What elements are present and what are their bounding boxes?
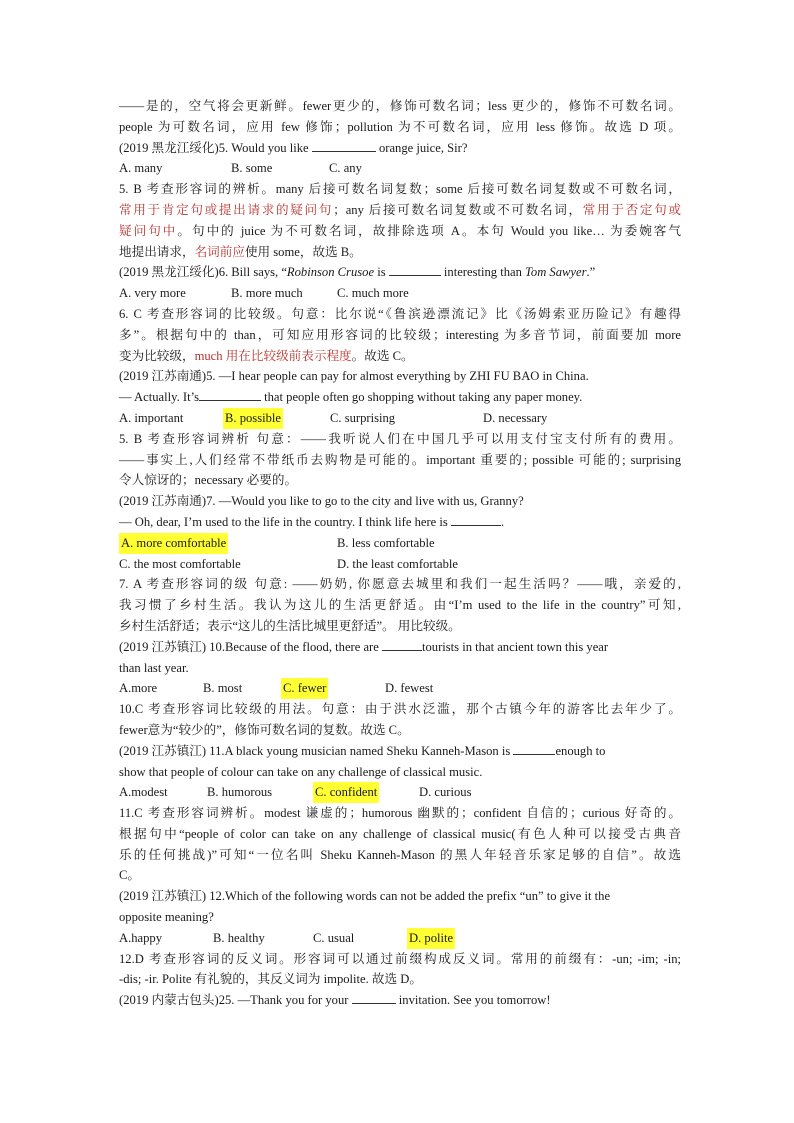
option-b: B. some xyxy=(231,161,273,176)
option-a: A. very more xyxy=(119,286,186,301)
explanation-line: 乐的任何挑战)”可知“一位名叫 Sheku Kanneh-Mason 的黑人年轻音乐家足够的自信”。故选 xyxy=(119,847,681,862)
question-q9: (2019 江苏镇江) 10.Because of the flood, there are tourists in that ancient town this year xyxy=(119,639,609,654)
question-q10: (2019 江苏镇江) 11.A black young musician named Sheku Kanneh-Mason is enough to xyxy=(119,743,606,758)
option-c: C. surprising xyxy=(330,410,396,425)
answer-blank xyxy=(389,263,441,276)
question-q8: (2019 江苏南通)7. —Would you like to go to the city and live with us, Granny? xyxy=(119,494,524,509)
question-q7: (2019 江苏南通)5. —I hear people can pay for almost everything by ZHI FU BAO in China. xyxy=(119,369,589,384)
option-b: B. more much xyxy=(231,286,303,301)
option-b: B. most xyxy=(203,681,243,696)
options-q8-row1 xyxy=(119,533,681,554)
option-d: D. the least comfortable xyxy=(337,556,458,571)
question-q9-line2: than last year. xyxy=(119,660,189,675)
option-c: C. any xyxy=(329,161,362,176)
explanation-line: 变为比较级，much 用在比较级前表示程度。故选 C。 xyxy=(119,348,414,363)
option-c-highlighted: C. confident xyxy=(313,782,379,803)
question-q11-line2: opposite meaning? xyxy=(119,910,214,925)
question-q5: (2019 黑龙江绥化)5. Would you like orange juice, Sir? xyxy=(119,140,468,155)
option-b-highlighted: B. possible xyxy=(223,408,283,429)
answer-blank xyxy=(312,139,376,152)
explanation-line: C。 xyxy=(119,868,140,883)
option-d-highlighted: D. polite xyxy=(407,928,455,949)
option-a: A.more xyxy=(119,681,158,696)
option-c: C. usual xyxy=(313,930,355,945)
answer-blank xyxy=(382,638,422,651)
option-d: D. curious xyxy=(419,785,472,800)
answer-blank xyxy=(513,742,555,755)
explanation-line: 12.D 考查形容词的反义词。形容词可以通过前缀构成反义词。常用的前缀有：-un; -im; -in; xyxy=(119,951,681,966)
explanation-line: 令人惊讶的；necessary 必要的。 xyxy=(119,473,298,488)
explanation-line: 10.C 考查形容词比较级的用法。句意：由于洪水泛滥，那个古镇今年的游客比去年少了。 xyxy=(119,702,681,717)
answer-blank xyxy=(451,513,501,526)
explanation-line: 5. B 考查形容词的辨析。many 后接可数名词复数；some 后接可数名词复数或不可数名词， xyxy=(119,182,681,197)
options-q10 xyxy=(119,782,681,803)
option-d: D. fewest xyxy=(385,681,434,696)
option-a: A. important xyxy=(119,410,184,425)
answer-blank xyxy=(352,991,396,1004)
explanation-line: people 为可数名词，应用 few 修饰；pollution 为不可数名词，应用 less 修饰。故选 D 项。 xyxy=(119,119,681,134)
explanation-line: 11.C 考查形容词辨析。modest 谦虚的；humorous 幽默的；confident 自信的；curious 好奇的。 xyxy=(119,806,681,821)
option-c: C. much more xyxy=(337,286,409,301)
question-q10-line2: show that people of colour can take on any challenge of classical music. xyxy=(119,764,483,779)
explanation-line: 常用于肯定句或提出请求的疑问句；any 后接可数名词复数或不可数名词，常用于否定句或 xyxy=(119,202,681,217)
document-page xyxy=(119,96,681,1011)
explanation-line: 5. B 考查形容词辨析 句意：——我听说人们在中国几乎可以用支付宝支付所有的费用。 xyxy=(119,431,681,446)
explanation-line: 地提出请求，名词前应使用 some，故选 B。 xyxy=(119,244,362,259)
explanation-line: 7. A 考查形容词的级 句意: ——奶奶, 你愿意去城里和我们一起生活吗？——哦，亲爱的, xyxy=(119,577,681,592)
explanation-line: 乡村生活舒适；表示“这儿的生活比城里更舒适”。 用比较级。 xyxy=(119,618,461,633)
explanation-line: 我习惯了乡村生活。我认为这儿的生活更舒适。由“I’m used to the life in the country”可知, xyxy=(119,598,681,613)
question-q8-line2: — Oh, dear, I’m used to the life in the country. I think life here is . xyxy=(119,514,505,529)
explanation-line: 6. C 考查形容词的比较级。句意：比尔说“《鲁滨逊漂流记》比《汤姆索亚历险记》有趣得 xyxy=(119,306,681,321)
question-q7-line2: — Actually. It’s that people often go shopping without taking any paper money. xyxy=(119,390,583,405)
option-a: A.modest xyxy=(119,785,168,800)
options-q11 xyxy=(119,928,681,949)
option-c-highlighted: C. fewer xyxy=(281,678,328,699)
explanation-line: ——事实上,人们经常不带纸币去购物是可能的。important 重要的; possible 可能的; surprising xyxy=(119,452,681,467)
option-a-highlighted: A. more comfortable xyxy=(119,533,228,554)
options-q5 xyxy=(119,158,681,179)
question-q12: (2019 内蒙古包头)25. —Thank you for your invitation. See you tomorrow! xyxy=(119,993,551,1008)
options-q7 xyxy=(119,408,681,429)
question-q6: (2019 黑龙江绥化)6. Bill says, “Robinson Crusoe is interesting than Tom Sawyer.” xyxy=(119,265,596,280)
options-q9 xyxy=(119,678,681,699)
explanation-line: 多”。根据句中的 than，可知应用形容词的比较级；interesting 为多音节词，前面要加 more xyxy=(119,327,681,342)
option-c: C. the most comfortable xyxy=(119,556,241,571)
question-q11: (2019 江苏镇江) 12.Which of the following words can not be added the prefix “un” to give it the xyxy=(119,889,611,904)
explanation-line: fewer意为“较少的”，修饰可数名词的复数。故选 C。 xyxy=(119,722,410,737)
option-a: A.happy xyxy=(119,930,163,945)
option-a: A. many xyxy=(119,161,163,176)
option-b: B. less comfortable xyxy=(337,535,435,550)
options-q6 xyxy=(119,283,681,304)
explanation-line: ——是的，空气将会更新鲜。fewer更少的，修饰可数名词；less 更少的，修饰不可数名词。 xyxy=(119,99,681,113)
option-d: D. necessary xyxy=(483,410,548,425)
answer-blank xyxy=(199,388,261,401)
explanation-line: 根据句中“people of color can take on any challenge of classical music(有色人种可以接受古典音 xyxy=(119,826,681,841)
explanation-line: -dis; -ir. Polite 有礼貌的，其反义词为 impolite. 故选 D。 xyxy=(119,972,422,987)
option-b: B. healthy xyxy=(213,930,265,945)
explanation-line: 疑问句中。句中的 juice 为不可数名词，故排除选项 A。本句 Would you like… 为委婉客气 xyxy=(119,223,681,238)
option-b: B. humorous xyxy=(207,785,273,800)
options-q8-row2 xyxy=(119,554,681,575)
